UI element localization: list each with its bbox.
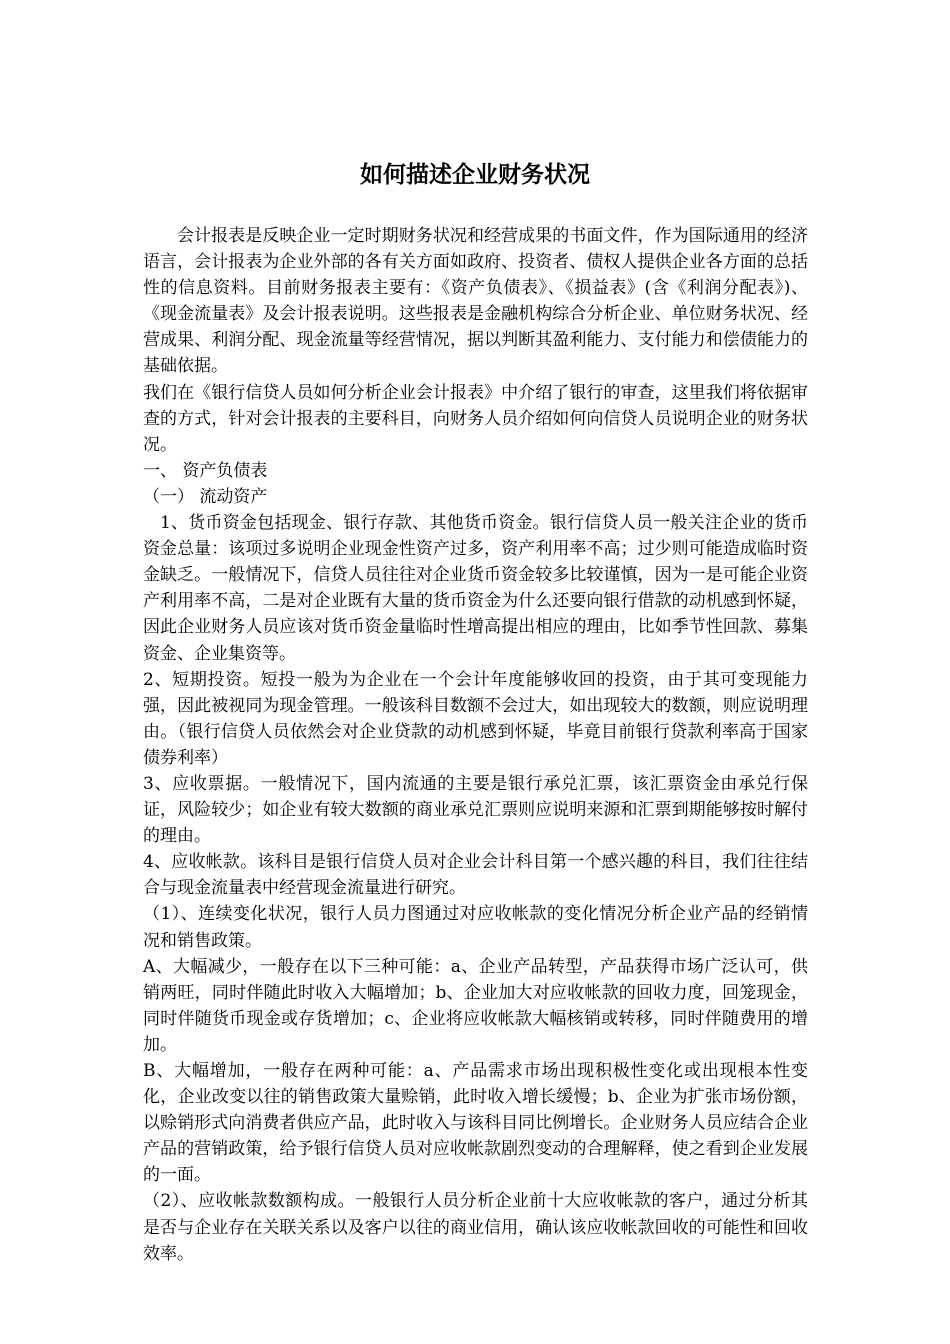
paragraph-monetary-funds: 1、货币资金包括现金、银行存款、其他货币资金。银行信贷人员一般关注企业的货币资金总量：该项过多说明企业现金性资产过多，资产利用率不高；过少则可能造成临时资金缺乏。一般情况下，信贷人员往往对企业货币资金较多比较谨慎，因为一是可能企业资产利用率不高，二是对企业既有大量的货币资金为什么还要向银行借款的动机感到怀疑，因此企业财务人员应该对货币资金量临时性增高提出相应的理由，比如季节性回款、募集资金、企业集资等。 [143,513,808,664]
document-title: 如何描述企业财务状况 [360,162,590,188]
paragraph-receivable-composition: （2）、应收帐款数额构成。一般银行人员分析企业前十大应收帐款的客户，通过分析其是否与企业存在关联关系以及客户以往的商业信用，确认该应收帐款回收的可能性和回收效率。 [143,1191,808,1264]
paragraph-large-increase: B、大幅增加，一般存在两种可能：a、产品需求市场出现积极性变化或出现根本性变化，企业改变以往的销售政策大量赊销，此时收入增长缓慢；b、企业为扩张市场份额，以赊销形式向消费者供应产品，此时收入与该科目同比例增长。企业财务人员应结合企业产品的营销政策，给予银行信贷人员对应收帐款剧烈变动的合理解释，使之看到企业发展的一面。 [143,1061,808,1186]
paragraph-purpose: 我们在《银行信贷人员如何分析企业会计报表》中介绍了银行的审查，这里我们将依据审查的方式，针对会计报表的主要科目，向财务人员介绍如何向信贷人员说明企业的财务状况。 [143,382,808,455]
paragraph-large-decrease: A、大幅减少，一般存在以下三种可能：a、企业产品转型，产品获得市场广泛认可，供销两旺，同时伴随此时收入大幅增加；b、企业加大对应收帐款的回收力度，回笼现金，同时伴随货币现金或存货增加；c、企业将应收帐款大幅核销或转移，同时伴随费用的增加。 [143,956,808,1055]
document-body [143,223,808,1267]
paragraph-notes-receivable: 3、应收票据。一般情况下，国内流通的主要是银行承兑汇票，该汇票资金由承兑行保证，风险较少；如企业有较大数额的商业承兑汇票则应说明来源和汇票到期能够按时解付的理由。 [143,773,808,847]
paragraph-intro: 会计报表是反映企业一定时期财务状况和经营成果的书面文件，作为国际通用的经济语言，会计报表为企业外部的各有关方面如政府、投资者、债权人提供企业各方面的总括性的信息资料。目前财务报表主要有：《资产负债表》、《损益表》(含《利润分配表》)、《现金流量表》及会计报表说明。这些报表是金融机构综合分析企业、单位财务状况、经营成果、利润分配、现金流量等经营情况，据以判断其盈利能力、支付能力和偿债能力的基础依据。 [143,226,808,377]
heading-current-assets: （一） 流动资产 [143,486,268,507]
paragraph-continuous-change: （1）、连续变化状况，银行人员力图通过对应收帐款的变化情况分析企业产品的经销情况和销售政策。 [143,904,808,951]
heading-balance-sheet: 一、 资产负债表 [143,460,268,481]
paragraph-short-term-investment: 2、短期投资。短投一般为为企业在一个会计年度能够收回的投资，由于其可变现能力强，因此被视同为现金管理。一般该科目数额不会过大，如出现较大的数额，则应说明理由。（银行信贷人员依然会对企业贷款的动机感到怀疑，毕竟目前银行贷款利率高于国家债券利率） [143,669,808,768]
paragraph-accounts-receivable: 4、应收帐款。该科目是银行信贷人员对企业会计科目第一个感兴趣的科目，我们往往结合与现金流量表中经营现金流量进行研究。 [143,852,808,899]
